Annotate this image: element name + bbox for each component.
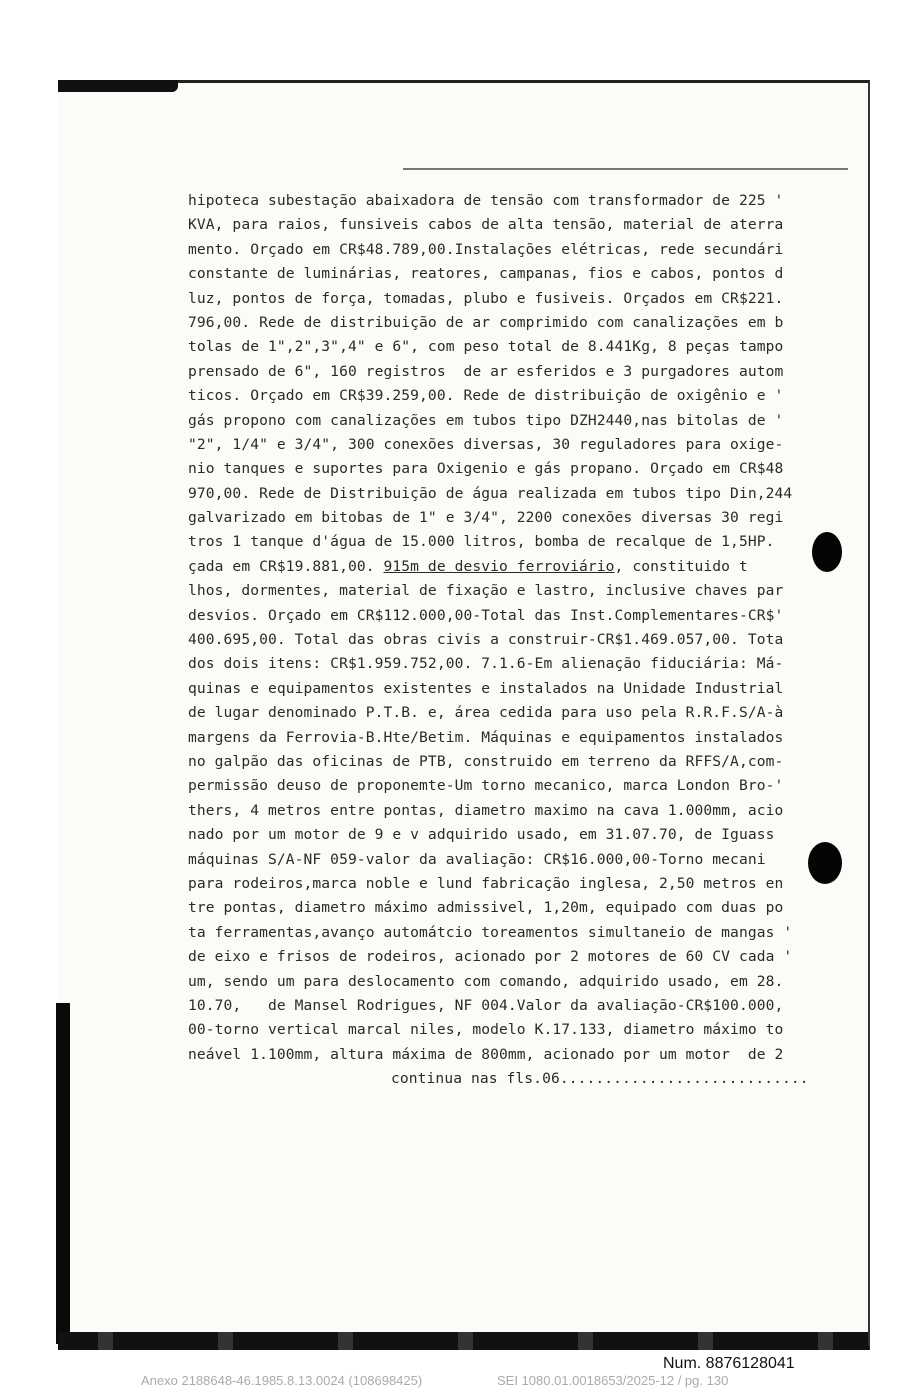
text-line: nado por um motor de 9 e v adquirido usado, em 31.07.70, de Iguass [188,826,775,844]
text-line: lhos, dormentes, material de fixação e lastro, inclusive chaves par [188,582,784,600]
text-line: 10.70, de Mansel Rodrigues, NF 004.Valor da avaliação-CR$100.000, [188,996,784,1014]
text-line: KVA, para raios, funsiveis cabos de alta tensão, material de aterra [188,216,784,234]
text-line: neável 1.100mm, altura máxima de 800mm, acionado por um motor de 2 [188,1045,784,1063]
document-number-stamp: Num. 8876128041 [663,1355,795,1372]
text-line: constante de luminárias, reatores, campanas, fios e cabos, pontos d [188,265,784,283]
text-line: no galpão das oficinas de PTB, construido em terreno da RFFS/A,com- [188,752,784,770]
ink-blot [808,842,842,884]
text-line: mento. Orçado em CR$48.789,00.Instalações elétricas, rede secundári [188,240,784,258]
scan-smudge-top [58,80,178,92]
text-line: 970,00. Rede de Distribuição de água realizada em tubos tipo Din,244 [188,484,793,502]
underlined-phrase: 915m de desvio ferroviário [383,557,615,575]
text-line: quinas e equipamentos existentes e instalados na Unidade Industrial [188,679,784,697]
ink-blot [812,532,842,572]
text-line: 00-torno vertical marcal niles, modelo K.17.133, diametro máximo to [188,1021,784,1039]
text-line: para rodeiros,marca noble e lund fabricação inglesa, 2,50 metros en [188,874,784,892]
text-line: 400.695,00. Total das obras civis a construir-CR$1.469.057,00. Tota [188,631,784,649]
text-line: de lugar denominado P.T.B. e, área cedida para uso pela R.R.F.S/A-à [188,704,784,722]
text-line: ta ferramentas,avanço automátcio toreamentos simultaneio de mangas ' [188,923,793,941]
text-line: "2", 1/4" e 3/4", 300 conexões diversas, 30 reguladores para oxige- [188,435,784,453]
text-line: ticos. Orçado em CR$39.259,00. Rede de distribuição de oxigênio e ' [188,387,784,405]
text-line: tre pontas, diametro máximo admissivel, 1,20m, equipado com duas po [188,899,784,917]
text-line: hipoteca subestação abaixadora de tensão com transformador de 225 ' [188,192,784,209]
text-line: permissão deuso de proponemte-Um torno mecanico, marca London Bro-' [188,777,784,795]
text-line: luz, pontos de força, tomadas, plubo e fusiveis. Orçados em CR$221. [188,289,784,307]
text-line: tolas de 1",2",3",4" e 6", com peso total de 8.441Kg, 8 peças tampo [188,338,784,356]
text-line: thers, 4 metros entre pontas, diametro maximo na cava 1.000mm, acio [188,801,784,819]
text-line: um, sendo um para deslocamento com comando, adquirido usado, em 28. [188,972,784,990]
text-line: de eixo e frisos de rodeiros, acionado por 2 motores de 60 CV cada ' [188,948,793,966]
header-rule [403,168,848,170]
text-line: dos dois itens: CR$1.959.752,00. 7.1.6-Em alienação fiduciária: Má- [188,655,784,673]
text-line: margens da Ferrovia-B.Hte/Betim. Máquinas e equipamentos instalados [188,728,784,746]
document-body [188,189,848,1091]
text-line: máquinas S/A-NF 059-valor da avaliação: CR$16.000,00-Torno mecani [188,850,766,868]
footer-annex: Anexo 2188648-46.1985.8.13.0024 (108698425) [141,1373,423,1388]
footer-sei: SEI 1080.01.0018653/2025-12 / pg. 130 [497,1373,729,1388]
text-line: galvarizado em bitobas de 1" e 3/4", 2200 conexões diversas 30 regi [188,509,784,527]
text-line: prensado de 6", 160 registros de ar esferidos e 3 purgadores autom [188,362,784,380]
scan-edge-bottom [58,1332,868,1350]
text-line-underlined: çada em CR$19.881,00. 915m de desvio ferroviário, constituido t [188,557,748,575]
text-line: tros 1 tanque d'água de 15.000 litros, bomba de recalque de 1,5HP. [188,533,775,551]
continuation-note: continua nas fls.06............................ [391,1070,809,1088]
scan-edge-left [56,1003,70,1344]
text-line: 796,00. Rede de distribuição de ar comprimido com canalizações em b [188,313,784,331]
text-line: desvios. Orçado em CR$112.000,00-Total das Inst.Complementares-CR$' [188,606,784,624]
text-line: gás propono com canalizações em tubos tipo DZH2440,nas bitolas de ' [188,411,784,429]
text-line: nio tanques e suportes para Oxigenio e gás propano. Orçado em CR$48 [188,460,784,478]
